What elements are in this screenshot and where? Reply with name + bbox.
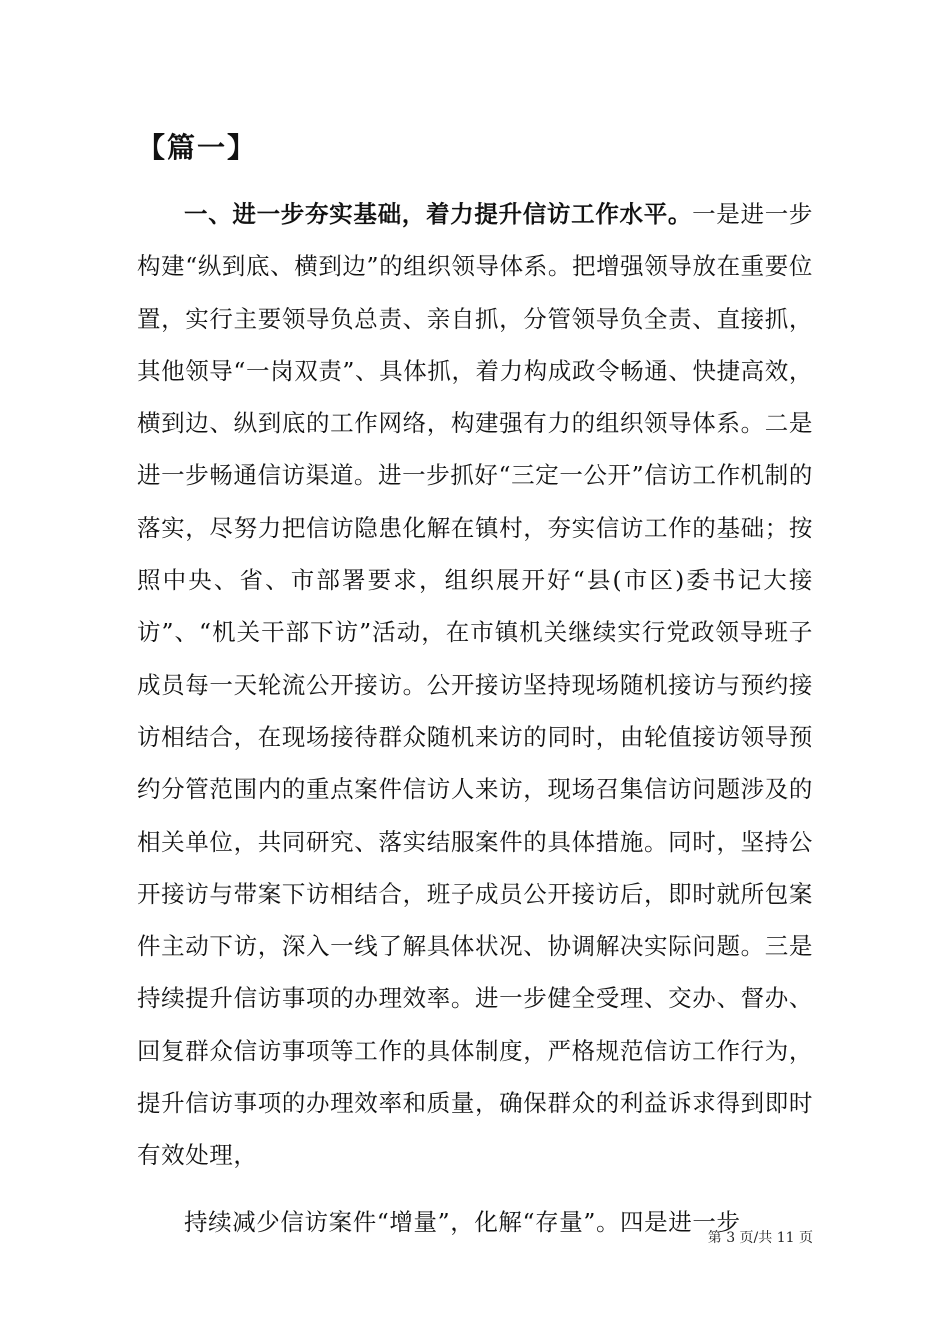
- page-number-footer: 第 3 页/共 11 页: [707, 1230, 813, 1246]
- paragraph-1-text: 一是进一步构建“纵到底、横到边”的组织领导体系。把增强领导放在重要位置，实行主要领导负总责、亲自抓，分管领导负全责、直接抓，其他领导“一岗双责”、具体抓，着力构成政令畅通、快捷高效，横到边、纵到底的工作网络，构建强有力的组织领导体系。二是进一步畅通信访渠道。进一步抓好“三定一公开”信访工作机制的落实，尽努力把信访隐患化解在镇村，夯实信访工作的基础；按照中央、省、市部署要求，组织展开好“县(市区)委书记大接访”、“机关干部下访”活动，在市镇机关继续实行党政领导班子成员每一天轮流公开接访。公开接访坚持现场随机接访与预约接访相结合，在现场接待群众随机来访的同时，由轮值接访领导预约分管范围内的重点案件信访人来访，现场召集信访问题涉及的相关单位，共同研究、落实结服案件的具体措施。同时，坚持公开接访与带案下访相结合，班子成员公开接访后，即时就所包案件主动下访，深入一线了解具体状况、协调解决实际问题。三是持续提升信访事项的办理效率。进一步健全受理、交办、督办、回复群众信访事项等工作的具体制度，严格规范信访工作行为，提升信访事项的办理效率和质量，确保群众的利益诉求得到即时有效处理，: [137, 200, 813, 1170]
- paragraph-1: [137, 188, 813, 1182]
- paragraph-1-lead-heading: 一、进一步夯实基础，着力提升信访工作水平。: [184, 200, 693, 228]
- section-title: 【篇一】: [137, 131, 258, 164]
- paragraph-2-text: 持续减少信访案件“增量”，化解“存量”。四是进一步: [184, 1207, 741, 1236]
- body-text: [137, 188, 813, 1248]
